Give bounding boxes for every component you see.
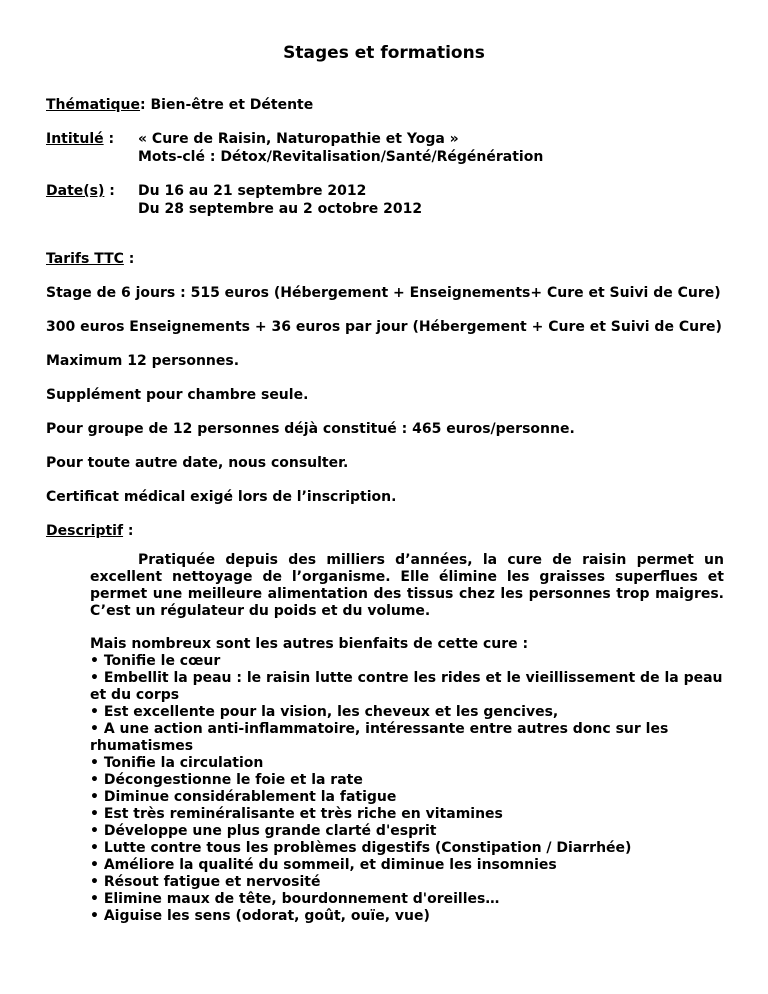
list-item: • Lutte contre tous les problèmes digestifs (Constipation / Diarrhée) bbox=[90, 840, 632, 856]
tarif-line: Pour groupe de 12 personnes déjà constitué : 465 euros/personne. bbox=[46, 421, 575, 437]
list-item: • Développe une plus grande clarté d'esprit bbox=[90, 823, 437, 839]
descriptif-sep: : bbox=[123, 523, 134, 539]
list-item: • Est excellente pour la vision, les cheveux et les gencives, bbox=[90, 704, 559, 720]
intitule-sep: : bbox=[103, 131, 115, 147]
list-item: • Décongestionne le foie et la rate bbox=[90, 772, 363, 788]
dates-label: Date(s) bbox=[46, 183, 105, 199]
tarif-line: 300 euros Enseignements + 36 euros par jour (Hébergement + Cure et Suivi de Cure) bbox=[46, 319, 722, 335]
dates-label-row bbox=[46, 182, 115, 200]
tarifs-heading bbox=[46, 250, 134, 268]
intitule-line1: « Cure de Raisin, Naturopathie et Yoga » bbox=[138, 131, 459, 147]
list-item: • Est très reminéralisante et très riche en vitamines bbox=[90, 806, 503, 822]
list-item: • Embellit la peau : le raisin lutte contre les rides et le vieillissement de la peau et du corps bbox=[90, 670, 723, 703]
descriptif-body bbox=[90, 552, 724, 925]
tarif-line: Stage de 6 jours : 515 euros (Hébergement + Enseignements+ Cure et Suivi de Cure) bbox=[46, 285, 721, 301]
tarif-line: Certificat médical exigé lors de l’inscription. bbox=[46, 489, 397, 505]
date-line2: Du 28 septembre au 2 octobre 2012 bbox=[138, 201, 423, 217]
list-item: • Aiguise les sens (odorat, goût, ouïe, vue) bbox=[90, 908, 430, 924]
page-title: Stages et formations bbox=[283, 43, 485, 63]
intitule-label-row bbox=[46, 130, 114, 148]
bienfaits-intro: Mais nombreux sont les autres bienfaits de cette cure : bbox=[90, 636, 529, 652]
list-item: • Diminue considérablement la fatigue bbox=[90, 789, 397, 805]
thematique-row bbox=[46, 96, 313, 114]
list-item: • Améliore la qualité du sommeil, et diminue les insomnies bbox=[90, 857, 557, 873]
descriptif-label: Descriptif bbox=[46, 523, 124, 539]
intitule-keywords: Mots-clé : Détox/Revitalisation/Santé/Régénération bbox=[138, 149, 544, 165]
intitule-label: Intitulé bbox=[46, 131, 104, 147]
descriptif-paragraph: Pratiquée depuis des milliers d’années, la cure de raisin permet un excellent nettoyage de l’organisme. Elle élimine les graisses superflues et permet une meilleure alimentation des tissus chez les personnes trop maigres. C’est un régulateur du poids et du volume. bbox=[90, 552, 724, 619]
list-item: • Elimine maux de tête, bourdonnement d'oreilles… bbox=[90, 891, 500, 907]
descriptif-heading bbox=[46, 522, 134, 540]
list-item: • A une action anti-inflammatoire, intéressante entre autres donc sur les rhumatismes bbox=[90, 721, 669, 754]
thematique-label: Thématique bbox=[46, 97, 141, 113]
thematique-value: Bien-être et Détente bbox=[150, 97, 314, 113]
list-item: • Résout fatigue et nervosité bbox=[90, 874, 321, 890]
tarif-line: Pour toute autre date, nous consulter. bbox=[46, 455, 349, 471]
date-line1: Du 16 au 21 septembre 2012 bbox=[138, 183, 367, 199]
thematique-sep: : bbox=[140, 97, 151, 113]
list-item: • Tonifie le cœur bbox=[90, 653, 221, 669]
tarifs-label: Tarifs TTC bbox=[46, 251, 124, 267]
list-item: • Tonifie la circulation bbox=[90, 755, 264, 771]
bienfaits-list bbox=[90, 636, 724, 925]
tarif-line: Supplément pour chambre seule. bbox=[46, 387, 309, 403]
tarif-line: Maximum 12 personnes. bbox=[46, 353, 240, 369]
dates-sep: : bbox=[104, 183, 115, 199]
tarifs-sep: : bbox=[123, 251, 135, 267]
